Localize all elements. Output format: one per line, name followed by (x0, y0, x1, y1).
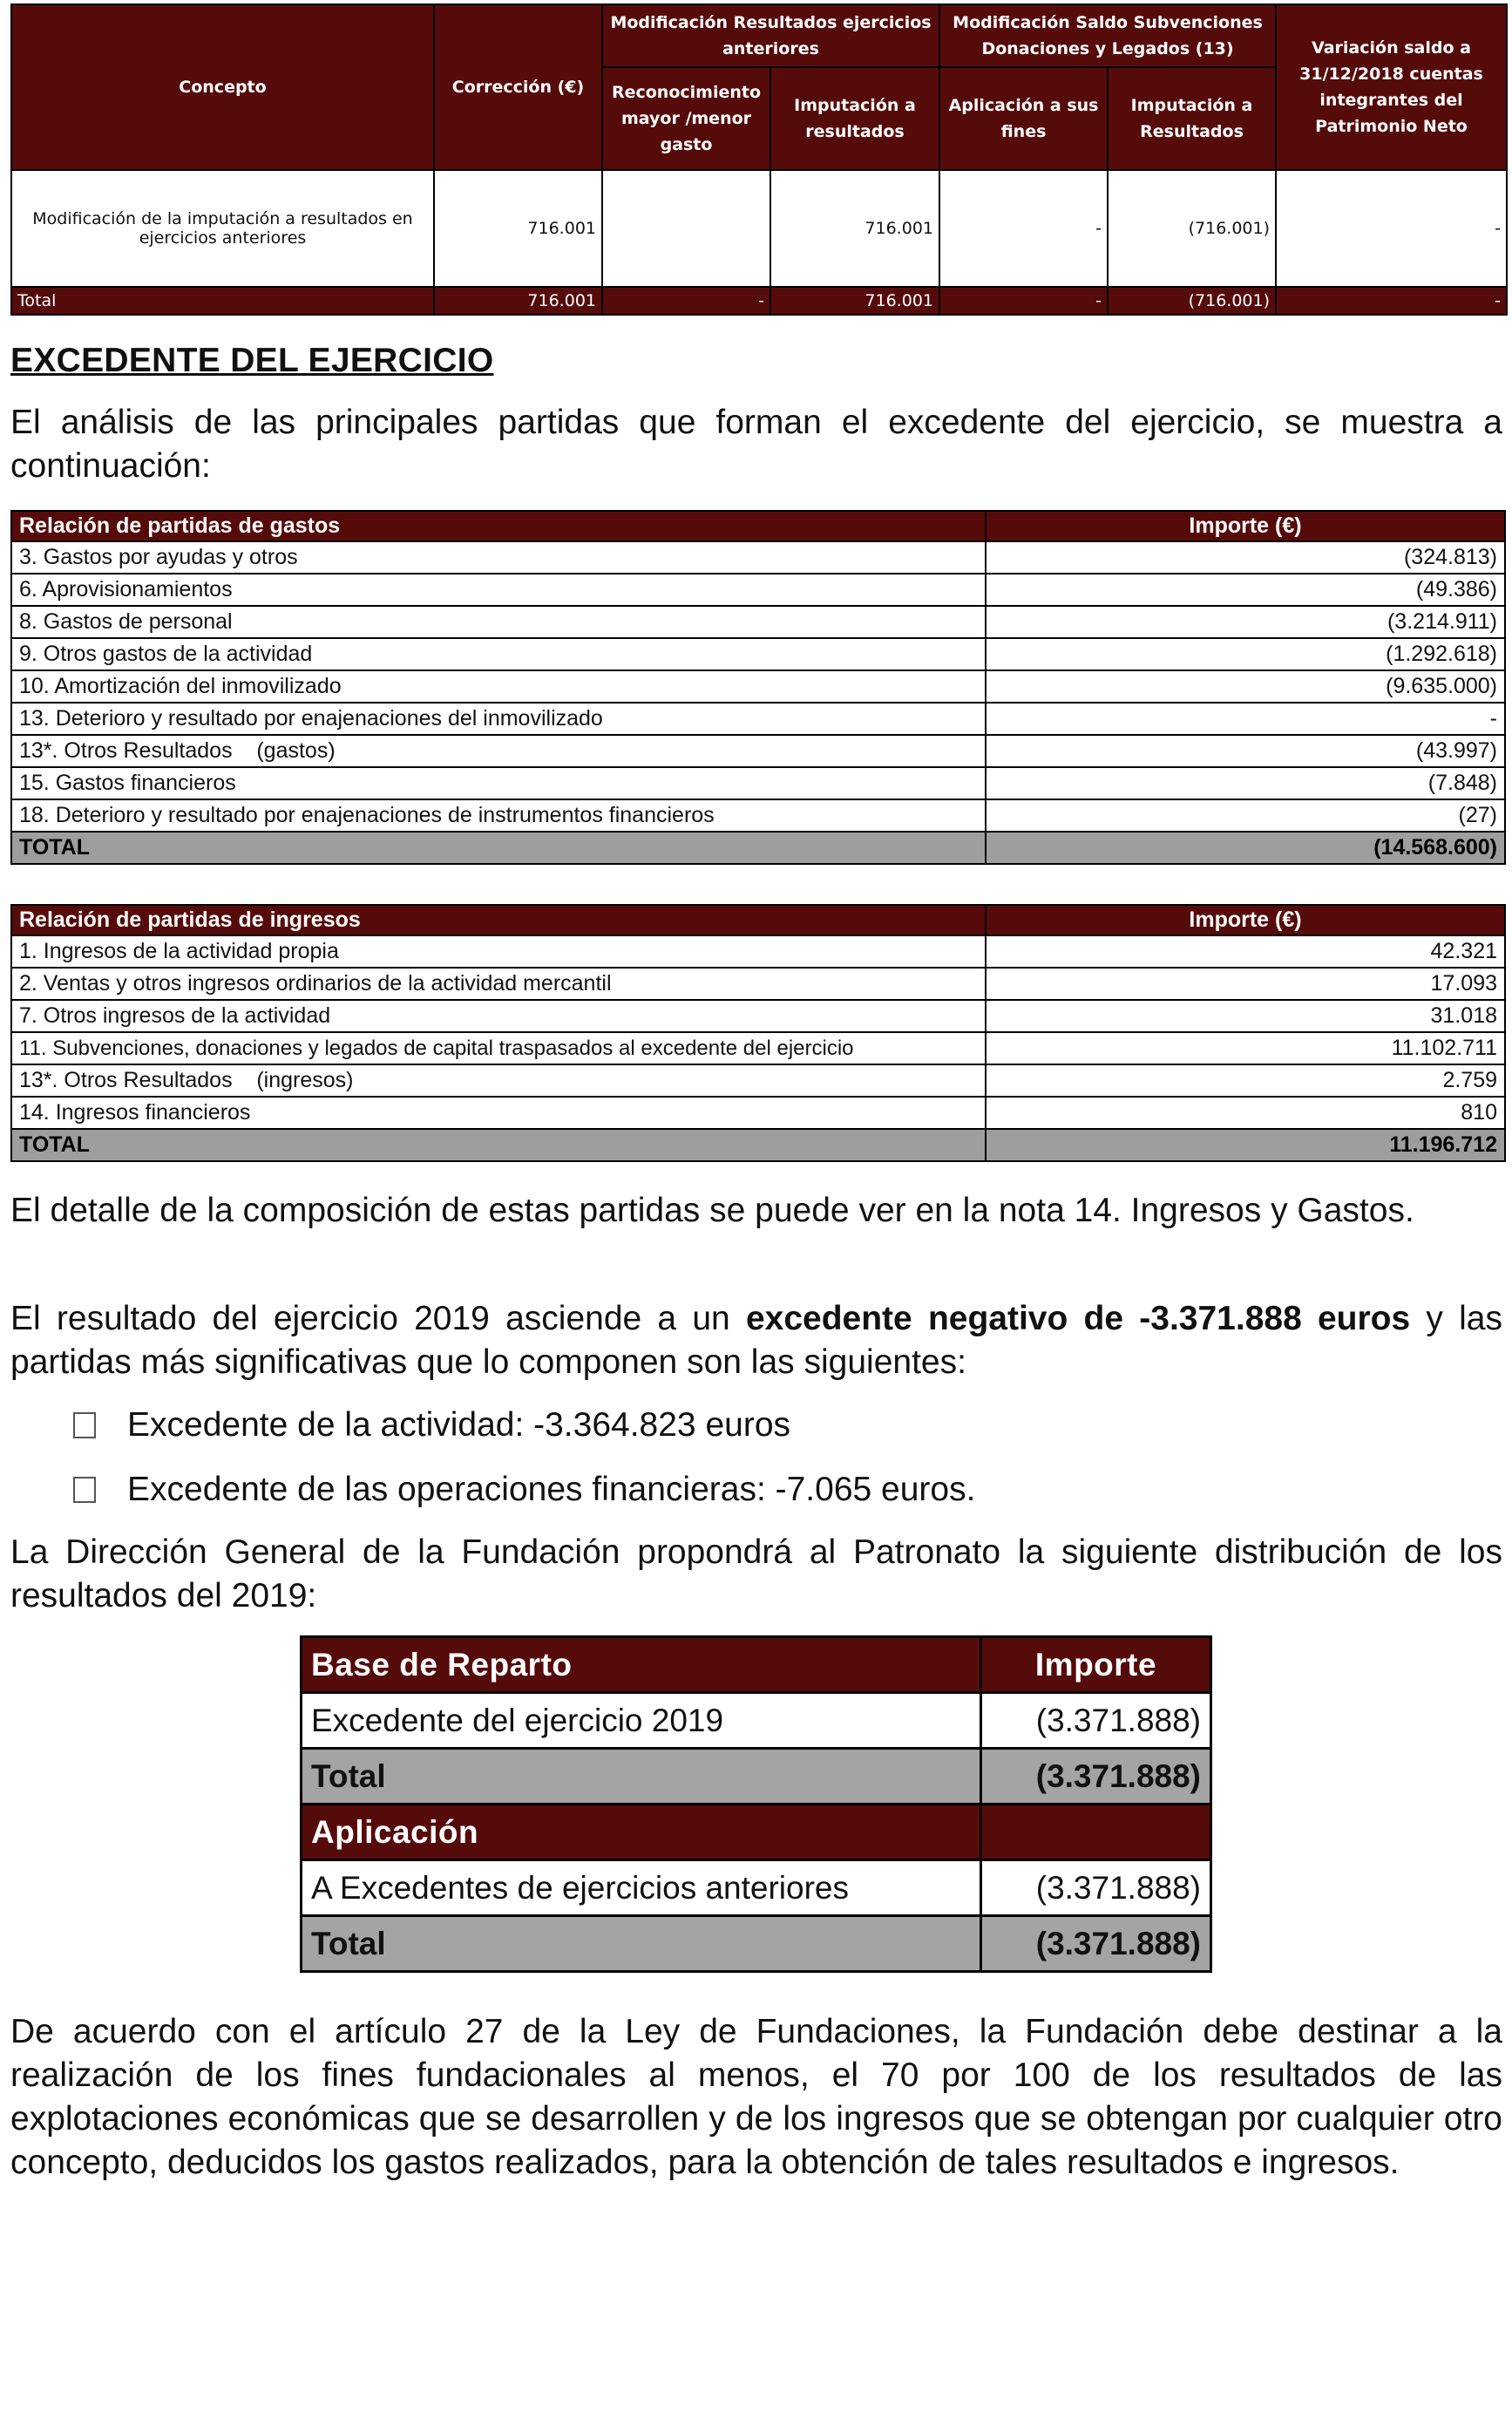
header-concepto: Concepto (11, 4, 434, 170)
bullet-text: Excedente de las operaciones financieras: -7.065 euros. (127, 1471, 976, 1508)
ingreso-value: 31.018 (986, 1000, 1505, 1032)
header-group-resultados: Modificación Resultados ejercicios anteriores (602, 4, 939, 67)
bullet-box-icon (73, 1412, 96, 1438)
aplicacion-row-value: (3.371.888) (981, 1860, 1211, 1916)
gasto-label: 6. Aprovisionamientos (11, 574, 986, 606)
gasto-label: 10. Amortización del inmovilizado (11, 670, 986, 703)
result-text-bold: excedente negativo de -3.371.888 euros (745, 1300, 1411, 1337)
header-imputacion-resultados: Imputación a resultados (770, 67, 939, 170)
ingreso-value: 42.321 (986, 935, 1505, 968)
bullet-box-icon (73, 1477, 96, 1503)
total-row (11, 287, 1507, 315)
total-aplicacion: - (939, 287, 1108, 315)
total-correccion: 716.001 (434, 287, 602, 315)
gasto-value: (9.635.000) (986, 670, 1505, 703)
header-variacion: Variación saldo a 31/12/2018 cuentas integrantes del Patrimonio Neto (1276, 4, 1507, 170)
result-paragraph (10, 1297, 1502, 1384)
table-row (11, 703, 1505, 735)
base-reparto-header: Base de Reparto (302, 1637, 981, 1693)
total-2-label: Total (302, 1916, 981, 1972)
ingreso-value: 17.093 (986, 968, 1505, 1000)
table-row (11, 1000, 1505, 1032)
gastos-amount-header: Importe (€) (986, 511, 1505, 541)
ingreso-label: 7. Otros ingresos de la actividad (11, 1000, 986, 1032)
header-group-subvenciones: Modificación Saldo Subvenciones Donaciones y Legados (13) (939, 4, 1276, 67)
gastos-total-label: TOTAL (11, 832, 986, 864)
total-1-value: (3.371.888) (981, 1749, 1211, 1805)
table-row (11, 1097, 1505, 1129)
bullet-item (73, 1404, 790, 1447)
row-variacion: - (1276, 170, 1507, 287)
ingreso-label: 14. Ingresos financieros (11, 1097, 986, 1129)
closing-paragraph: De acuerdo con el artículo 27 de la Ley de Fundaciones, la Fundación debe destinar a la realización de los fines fundacionales al menos, el 70 por 100 de los resultados de las explotaciones económicas que se desarrollen y de los ingresos que se obtengan por cualquier otro concepto, deducidos los gastos realizados, para la obtención de tales resultados e ingresos. (10, 2013, 1502, 2181)
gasto-value: (324.813) (986, 541, 1505, 574)
header-reconocimiento: Reconocimiento mayor /menor gasto (602, 67, 770, 170)
header-imputacion-resultados-2: Imputación a Resultados (1108, 67, 1276, 170)
table-row (11, 1064, 1505, 1097)
gasto-label: 18. Deterioro y resultado por enajenaciones de instrumentos financieros (11, 799, 986, 832)
aplicacion-header-empty (981, 1805, 1211, 1860)
total-imputacion: 716.001 (770, 287, 939, 315)
distribution-table (300, 1635, 1212, 1973)
ingresos-total-value: 11.196.712 (986, 1129, 1505, 1161)
section-title: EXCEDENTE DEL EJERCICIO (10, 342, 494, 379)
table-row (11, 1032, 1505, 1064)
gastos-table (10, 510, 1506, 865)
ingresos-table (10, 904, 1506, 1162)
row-imputacion: 716.001 (770, 170, 939, 287)
ingresos-total-label: TOTAL (11, 1129, 986, 1161)
gasto-value: (1.292.618) (986, 638, 1505, 670)
ingresos-amount-header: Importe (€) (986, 905, 1505, 935)
patrimonio-modification-table (10, 3, 1508, 316)
row-aplicacion: - (939, 170, 1108, 287)
row-correccion: 716.001 (434, 170, 602, 287)
row-reconocimiento (602, 170, 770, 287)
ingreso-label: 1. Ingresos de la actividad propia (11, 935, 986, 968)
gasto-label: 9. Otros gastos de la actividad (11, 638, 986, 670)
aplicacion-header: Aplicación (302, 1805, 981, 1860)
table-row (11, 541, 1505, 574)
total-imputacion-2: (716.001) (1108, 287, 1276, 315)
gasto-value: (43.997) (986, 735, 1505, 767)
total-1-label: Total (302, 1749, 981, 1805)
row-concepto: Modificación de la imputación a resultados en ejercicios anteriores (11, 170, 434, 287)
row-imputacion-2: (716.001) (1108, 170, 1276, 287)
total-2-value: (3.371.888) (981, 1916, 1211, 1972)
table-row (11, 670, 1505, 703)
gasto-label: 15. Gastos financieros (11, 767, 986, 799)
gasto-label: 13. Deterioro y resultado por enajenaciones del inmovilizado (11, 703, 986, 735)
ingreso-value: 810 (986, 1097, 1505, 1129)
direction-paragraph: La Dirección General de la Fundación propondrá al Patronato la siguiente distribución de los resultados del 2019: (10, 1533, 1502, 1614)
gasto-value: - (986, 703, 1505, 735)
table-row (11, 767, 1505, 799)
table-row (11, 935, 1505, 968)
bullet-item (73, 1468, 975, 1512)
table-row (11, 735, 1505, 767)
table-row (11, 968, 1505, 1000)
ingreso-label: 11. Subvenciones, donaciones y legados de capital traspasados al excedente del ejercicio (11, 1032, 986, 1064)
table-row (11, 606, 1505, 638)
table-row (302, 1693, 1211, 1749)
table-row (302, 1860, 1211, 1916)
ingreso-label: 13*. Otros Resultados (ingresos) (11, 1064, 986, 1097)
table-row (11, 574, 1505, 606)
gastos-total-value: (14.568.600) (986, 832, 1505, 864)
ingreso-label: 2. Ventas y otros ingresos ordinarios de la actividad mercantil (11, 968, 986, 1000)
gastos-header: Relación de partidas de gastos (11, 511, 986, 541)
importe-header: Importe (981, 1637, 1211, 1693)
intro-paragraph: El análisis de las principales partidas que forman el excedente del ejercicio, se muestra a continuación: (10, 404, 1502, 485)
detail-paragraph: El detalle de la composición de estas partidas se puede ver en la nota 14. Ingresos y Gastos. (10, 1192, 1414, 1229)
base-row-value: (3.371.888) (981, 1693, 1211, 1749)
ingreso-value: 2.759 (986, 1064, 1505, 1097)
result-text-after: y las partidas más significativas que lo componen son las siguientes: (10, 1300, 1502, 1381)
gasto-value: (27) (986, 799, 1505, 832)
table-row (11, 638, 1505, 670)
gasto-label: 8. Gastos de personal (11, 606, 986, 638)
header-aplicacion-fines: Aplicación a sus fines (939, 67, 1108, 170)
ingresos-header: Relación de partidas de ingresos (11, 905, 986, 935)
aplicacion-row-label: A Excedentes de ejercicios anteriores (302, 1860, 981, 1916)
gasto-value: (49.386) (986, 574, 1505, 606)
base-row-label: Excedente del ejercicio 2019 (302, 1693, 981, 1749)
total-label: Total (11, 287, 434, 315)
gasto-label: 13*. Otros Resultados (gastos) (11, 735, 986, 767)
ingreso-value: 11.102.711 (986, 1032, 1505, 1064)
header-correccion: Corrección (€) (434, 4, 602, 170)
gasto-label: 3. Gastos por ayudas y otros (11, 541, 986, 574)
gasto-value: (3.214.911) (986, 606, 1505, 638)
table-row (11, 170, 1507, 287)
total-reconocimiento: - (602, 287, 770, 315)
table-row (11, 799, 1505, 832)
total-variacion: - (1276, 287, 1507, 315)
gasto-value: (7.848) (986, 767, 1505, 799)
bullet-text: Excedente de la actividad: -3.364.823 euros (127, 1406, 791, 1444)
result-text-before: El resultado del ejercicio 2019 asciende a un (10, 1300, 746, 1337)
